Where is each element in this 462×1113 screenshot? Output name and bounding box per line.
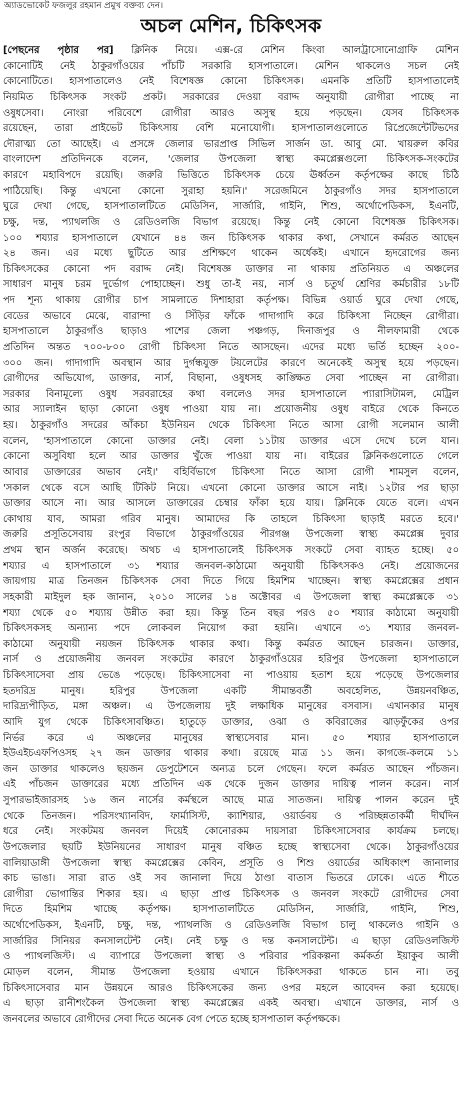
article-line: সরকার বিনামূল্যে ওষুধ সরবরাহের কথা বললেও সদর হাসপাতালে প্যারাসিটামল, মেট্রিল <box>3 388 459 400</box>
article-line: চক্ষু, দন্ত, প্যাথলজি ও রেডিওলজি বিভাগ রয়েছে। কিন্তু নেই কোনো বিশেষজ্ঞ চিকিৎসক। <box>3 216 459 228</box>
article-line: কাঠামো অনুযায়ী নয়জন চিকিৎসক থাকার কথা। কিন্তু কর্মরত আছেন চারজন। ডাক্তার, <box>3 638 459 650</box>
continuation-label: [পেছনের পৃষ্ঠার পর] <box>3 45 114 56</box>
article-line: রোগীরা ভোগান্তির শিকার হয়। এ ছাড়া প্রাপ্ত চিকিৎসক ও জনবল সংকটে রোগীদের সেবা <box>3 888 459 900</box>
article-line: কোনোটিতে। হাসপাতালেও নেই বিশেষজ্ঞ কোনো চিকিৎসক। এমনকি প্রতিটি হাসপাতালেই <box>3 76 459 88</box>
article-line: জরুরি প্রসূতিসেবায় রংপুর বিভাগে ঠাকুরগাঁওয়ের পীরগঞ্জ উপজেলা স্বাস্থ্য কমপ্লেক্স দুবার <box>3 529 459 541</box>
article-line: চিকিৎসকসহ অন্যান্য পদে লোকবল নিয়োগ করা হয়নি। এখানে ৩১ শয্যার জনবল- <box>3 623 459 635</box>
article-line: আদি যুগ থেকে চিকিৎসাবঞ্চিত। হাতুড়ে ডাক্তার, ওঝা ও কবিরাজের ঝাড়ফুঁকের ওপর <box>3 716 459 728</box>
article-line: নার্স ও প্রয়োজনীয় জনবল সংকটের কারণে ঠাকুরগাঁওয়ের হরিপুর উপজেলা হাসপাতালে <box>3 654 459 666</box>
article-line: ৩০০ জন। গাদাগাদি অবস্থান আর দুর্গন্ধযুক্ত টয়লেটের কারণে অনেকেই অসুস্থ হয়ে পড়ছেন। <box>3 357 459 369</box>
article-line: বেডের অভাবে মেঝে, বারান্দা ও সিঁড়ির ফাঁকে গাদাগাদি করে চিকিৎসা নিচ্ছেন রোগীরা। <box>3 310 459 322</box>
article-line: সুপারভাইজারসহ ১৬ জন নার্সের কর্মস্থলে আছে মাত্র সাতজন। দায়িত্ব পালন করেন দুই <box>3 795 459 806</box>
article-line: কারণে মহাবিপদে রয়েছি। জরুরি ভিত্তিতে চিকিৎসক চেয়ে ঊর্ধ্বতন কর্তৃপক্ষের কাছে চিঠি <box>3 170 459 181</box>
article-line: দিতে হিমশিম খাচ্ছে কর্তৃপক্ষ। হাসপাতালটিতে মেডিসিন, সার্জারি, গাইনি, শিশু, <box>3 904 459 916</box>
article-line: আর স্যালাইন ছাড়া কোনো ওষুধ পাওয়া যায় না। প্রয়োজনীয় ওষুধ বাইরে থেকে কিনতে <box>3 404 459 416</box>
article-line: হাসপাতালে ঠাকুরগাঁও ছাড়াও পাশের জেলা পঞ্চগড়, দিনাজপুর ও নীলফামারী থেকে <box>3 326 459 338</box>
article-line: আবার ডাক্তারের অভাব নেই।' বহির্বিভাগে চিকিৎসা নিতে আসা রোগী শামসুল বলেন, <box>3 466 459 478</box>
article-line: কোনো অসুবিধা হলে আর ডাক্তার খুঁজে পাওয়া যায় না। বাইরের ক্লিনিকগুলোতে গেলে <box>3 451 459 463</box>
article-line: জনবলের অভাবে রোগীদের সেবা দিতে অনেক বেগ পেতে হচ্ছে হাসপাতাল কর্তৃপক্ষকে। <box>3 1013 341 1025</box>
article-line: দারিদ্র্যপীড়িত, মঙ্গা অঞ্চল। এ উপজেলায় দুই লক্ষাধিক মানুষের বসবাস। এখানকার মানুষ <box>3 701 459 713</box>
article-line: ডাক্তার আসে না। আর আসলে ডাক্তারের চেম্বার ফাঁকা হয়ে যায়। ক্লিনিকে যেতে বলে। এখন <box>3 498 459 510</box>
article-line: শয্যার এ হাসপাতালে ৩১ শয্যার জনবল-কাঠামো অনুযায়ী চিকিৎসকও নেই। প্রয়োজনের <box>3 560 459 572</box>
article-headline: অচল মেশিন, চিকিৎসক <box>140 15 322 37</box>
article-line: সার্জারির সিনিয়র কনসালটেন্ট নেই। নেই চক্ষু ও দন্ত কনসালটেন্ট। এ ছাড়া রেডিওলজিস্ট <box>3 935 459 947</box>
article-line: সাধারণ মানুষ চরম দুর্ভোগ পোহাচ্ছেন। শুধু তা-ই নয়, নার্স ও চতুর্থ শ্রেণির কর্মচারীর ১৮টি <box>3 279 459 291</box>
article-line: দৌরাত্ম্য তো আছেই। এ প্রসঙ্গে জেলার ভারপ্রাপ্ত সিভিল সার্জন ডা. আবু মো. খায়রুল কবির <box>3 138 459 150</box>
article-line: জায়গায় মাত্র তিনজন চিকিৎসক সেবা দিতে গিয়ে হিমশিম খাচ্ছেন। স্বাস্থ্য কমপ্লেক্সের প্রধান <box>3 576 459 588</box>
article-line: ওষুধসেবা। নোংরা পরিবেশে রোগীরা আরও অসুস্থ হয়ে পড়ছেন। যেসব চিকিৎসক <box>3 107 459 119</box>
article-line: হয়। ঠাকুরগাঁও সদরের আঁকচা ইউনিয়ন থেকে চিকিৎসা নিতে আসা রোগী সলেমান আলী <box>3 420 459 431</box>
article-line-text: ক্লিনিক নিয়ে। এক্স-রে মেশিন কিংবা আলট্রাসোনোগ্রাফি মেশিন <box>113 45 459 56</box>
article-line: রোগীদের অভিযোগ, ডাক্তার, নার্স, বিছানা, ওষুধসহ কাঙ্ক্ষিত সেবা পাচ্ছেন না রোগীরা। <box>3 373 459 385</box>
article-line: চিকিৎসাসেবা প্রায় ভেঙে পড়েছে। চিকিৎসাসেবা না পাওয়ায় হতাশ হয়ে পড়েছে উপজেলার <box>3 670 459 681</box>
article-line: জন ডাক্তার থাকলেও ছয়জন ডেপুটেশনে অন্যত্র চলে গেছেন। ফলে কর্মরত আছেন পাঁচজন। <box>3 763 459 775</box>
article-line: পাঠিয়েছি। কিন্তু এখনো কোনো সুরাহা হয়নি।' সরেজমিনে ঠাকুরগাঁও সদর হাসপাতালে <box>3 185 459 197</box>
article-line: শয্যা থেকে ৫০ শয্যায় উন্নীত করা হয়। কিন্তু তিন বছর পরও ৫০ শয্যার কাঠামো অনুযায়ী <box>3 607 459 619</box>
article-line: 'সকাল থেকে বসে আছি টিকিট নিয়ে। এখনো কোনো ডাক্তার আসে নাই। ১২টার পর ছাড়া <box>3 482 459 494</box>
article-line: থেকে তিনজন। পরিসংখ্যানবিদ, ফার্মাসিস্ট, ক্যাশিয়ার, ওয়ার্ডবয় ও পরিচ্ছন্নতাকর্মী দীর্ঘদিন <box>3 810 459 822</box>
article-line: উপজেলার ছয়টি ইউনিয়নের সাধারণ মানুষ বঞ্চিত হচ্ছে স্বাস্থ্যসেবা থেকে। ঠাকুরগাঁওয়ের <box>3 841 459 853</box>
article-line: ঘুরে দেখা গেছে, হাসপাতালটিতে মেডিসিন, সার্জারি, গাইনি, শিশু, অর্থোপেডিকস, ইএনটি, <box>3 201 459 213</box>
article-line: নিয়মিত চিকিৎসক সংকট প্রকট। সরকারের দেওয়া বরাদ্দ অনুযায়ী রোগীরা পাচ্ছে না <box>3 91 459 103</box>
article-body <box>3 43 459 1027</box>
article-line: বাংলাদেশ প্রতিদিনকে বলেন, 'জেলার উপজেলা স্বাস্থ্য কমপ্লেক্সগুলো চিকিৎসক-সংকটের <box>3 154 459 166</box>
article-line: ও প্যাথলজিস্ট। এ ব্যাপারে উপজেলা স্বাস্থ্য ও পরিবার পরিকল্পনা কর্মকর্তা ইয়াকুব আলী <box>3 951 459 963</box>
article-line <box>3 43 459 59</box>
article-line: প্রথম স্থান অর্জন করেছে। অথচ এ হাসপাতালেই চিকিৎসক সংকটে সেবা ব্যাহত হচ্ছে। ৫০ <box>3 545 459 556</box>
article-line: ধরে নেই। সংকটময় জনবল দিয়েই কোনোরকম দায়সারা চিকিৎসাসেবার কার্যক্রম চলছে। <box>3 826 459 838</box>
article-line: সহকারী মাইদুল হক জানান, ২০১০ সালের ১৪ অক্টোবর এ উপজেলা স্বাস্থ্য কমপ্লেক্সকে ৩১ <box>3 591 459 603</box>
article-line: অর্থোপেডিকস, ইএনটি, চক্ষু, দন্ত, প্যাথলজি ও রেডিওলজি বিভাগ চালু থাকলেও গাইনি ও <box>3 920 459 931</box>
article-line: চিকিৎসকের কোনো পদ বরাদ্দ নেই। বিশেষজ্ঞ ডাক্তার না থাকায় প্রতিনিয়ত এ অঞ্চলের <box>3 263 459 275</box>
article-line: বালিয়াডাঙ্গী উপজেলা স্বাস্থ্য কমপ্লেক্সের কেবিন, প্রসূতি ও শিশু ওয়ার্ডের অধিকাংশ জানালার <box>3 857 459 869</box>
article-line: নির্ভর করে এ অঞ্চলের মানুষের স্বাস্থ্যসেবার মান। ৫০ শয্যার হাসপাতালে <box>3 732 459 744</box>
article-line: ২৪ জন। এর মধ্যে ছুটিতে আর প্রশিক্ষণে থাকেন অর্ধেকই। এখানে হৃদরোগের জন্য <box>3 248 459 260</box>
article-line: ১০০ শয্যার হাসপাতালে যেখানে ৪৪ জন চিকিৎসক থাকার কথা, সেখানে কর্মরত আছেন <box>3 232 459 244</box>
article-line: কাচ ভাঙা। সারা রাত ওই সব জানালা দিয়ে ঠাণ্ডা বাতাস ভিতরে ঢোকে। এতে শীতে <box>3 873 459 885</box>
article-line: মোড়ল বলেন, সীমান্ত উপজেলা হওয়ায় এখানে চিকিৎসকরা থাকতে চান না। তবু <box>3 966 459 978</box>
article-line: কোনোটিই নেই ঠাকুরগাঁওয়ের পাঁচটি সরকারি হাসপাতালে। মেশিন থাকলেও সচল নেই <box>3 60 459 72</box>
article-line: কোথায় যাব, আমরা গরিব মানুষ। আমাদের কি তাহলে চিকিৎসা ছাড়াই মরতে হবে।' <box>3 513 459 525</box>
article-line: ইউএইচএফপিওসহ ২৭ জন ডাক্তার থাকার কথা। রয়েছে মাত্র ১১ জন। কাগজে-কলমে ১১ <box>3 748 459 760</box>
article-line: এ ছাড়া রানীশংকৈল উপজেলা স্বাস্থ্য কমপ্লেক্সের একই অবস্থা। এখানে ডাক্তার, নার্স ও <box>3 998 459 1010</box>
article-line: বলেন, 'হাসপাতালে কোনো ডাক্তার নেই। বেলা ১১টায় ডাক্তার এসে দেখে চলে যান। <box>3 435 459 447</box>
article-line: প্রতিদিন অন্তত ৭০০-৮০০ রোগী চিকিৎসা নিতে আসছেন। এদের মধ্যে ভর্তি হচ্ছেন ২০০- <box>3 341 459 353</box>
article-line: রয়েছেন, তারা প্রাইভেট চিকিৎসায় বেশি মনোযোগী। হাসপাতালগুলোতে রিপ্রেজেন্টেটিভদের <box>3 123 459 135</box>
article-line: এই পাঁচজন ডাক্তারের মধ্যে প্রতিদিন এক থেকে দুজন ডাক্তার দায়িত্ব পালন করেন। নার্স <box>3 779 459 791</box>
article-line: চিকিৎসাসেবার মান উন্নয়নে আরও চিকিৎসকের জন্য ওপর মহলে আবেদন করা হয়েছে। <box>3 982 459 994</box>
article-line: পদ শূন্য থাকায় রোগীর চাপ সামলাতে দিশাহারা কর্তৃপক্ষ। বিভিন্ন ওয়ার্ড ঘুরে দেখা গেছে, <box>3 295 459 306</box>
article-line: হতদরিদ্র মানুষ। হরিপুর উপজেলা একটি সীমান্তবর্তী অবহেলিত, উন্নয়নবঞ্চিত, <box>3 685 459 697</box>
previous-article-tail: অ্যাডভোকেট ফজলুর রহমান প্রমুখ বক্তব্য দেন। <box>4 1 164 11</box>
